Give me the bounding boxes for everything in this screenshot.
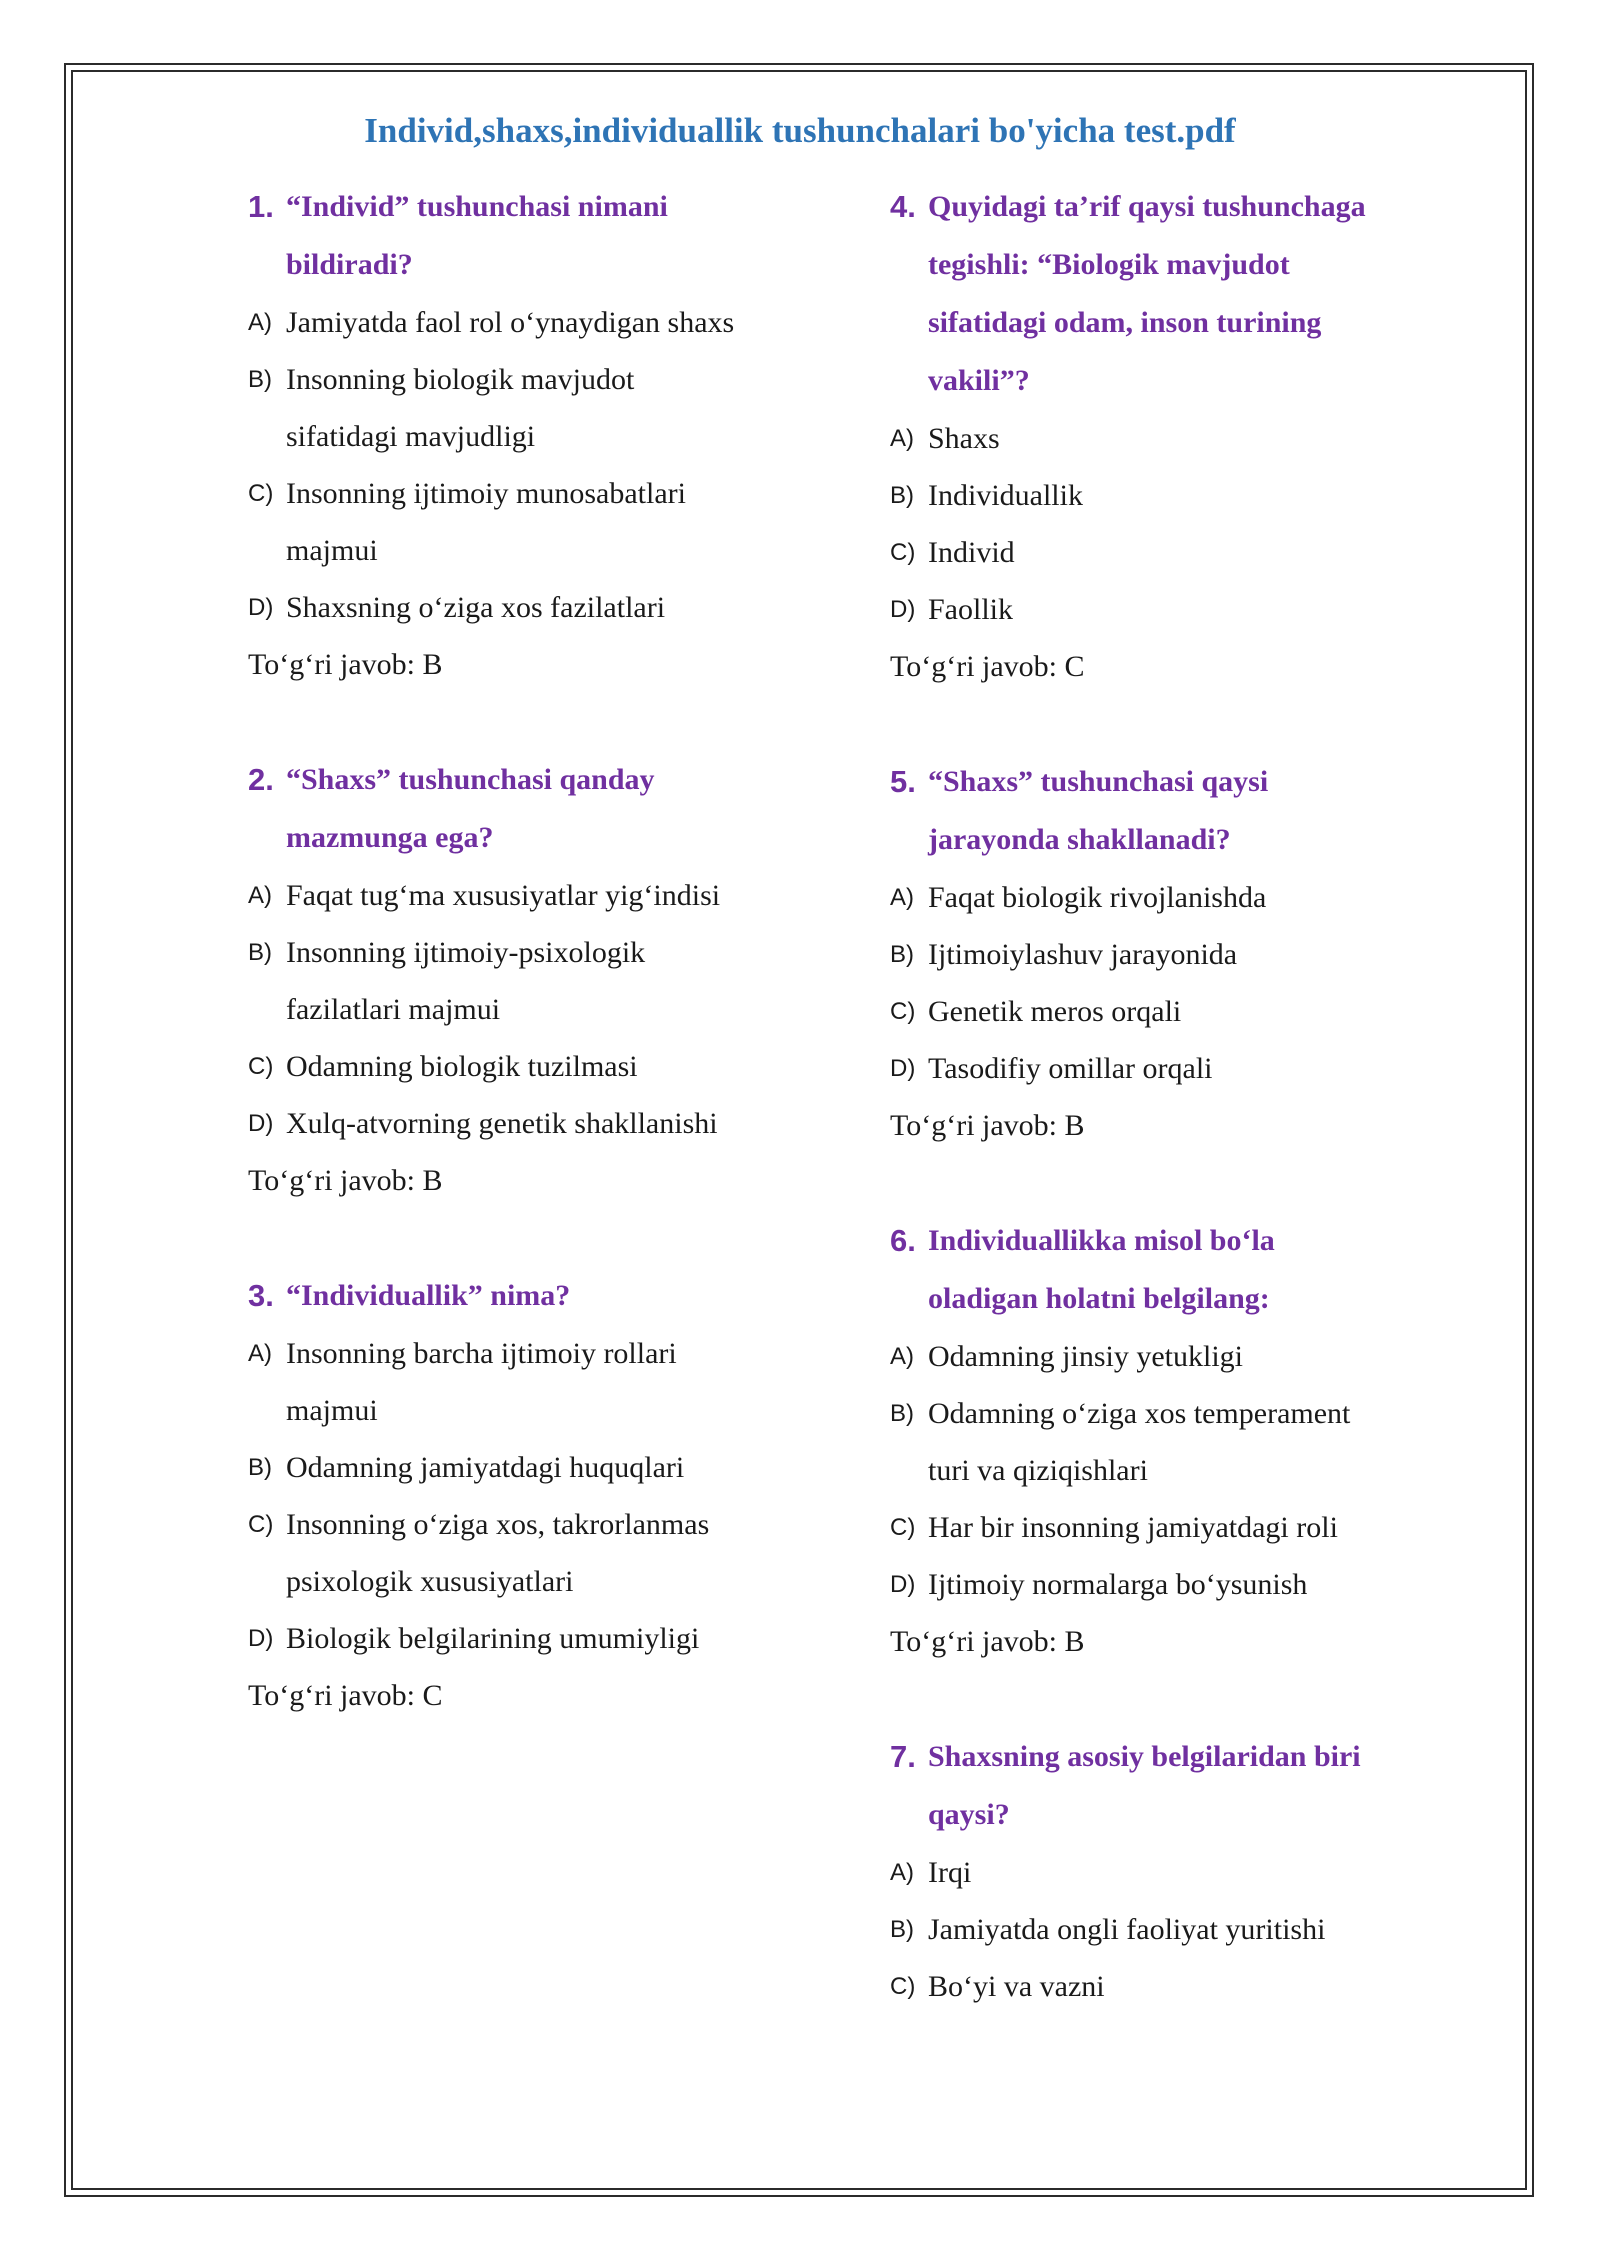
question-spacer <box>248 1209 848 1267</box>
question-heading <box>890 1212 1430 1328</box>
option-item <box>890 869 1430 926</box>
option-text: Irqi <box>928 1856 972 1889</box>
option-item <box>890 983 1430 1040</box>
question-text: Shaxsning asosiy belgilaridan biri qaysi? <box>928 1740 1361 1831</box>
option-item <box>890 1958 1430 2015</box>
option-item <box>248 1325 848 1439</box>
options-list <box>248 1325 848 1667</box>
option-item <box>890 524 1430 581</box>
question-heading <box>890 178 1430 410</box>
option-letter: B) <box>890 482 914 509</box>
option-letter: C) <box>890 1973 916 2000</box>
options-list <box>890 1844 1430 2015</box>
option-letter: C) <box>890 1514 916 1541</box>
option-text: Individuallik <box>928 479 1083 512</box>
question-number: 4. <box>890 189 916 224</box>
options-list <box>890 410 1430 638</box>
option-text: Biologik belgilarining umumiyligi <box>286 1622 700 1655</box>
option-item <box>248 867 848 924</box>
option-letter: A) <box>248 1340 272 1367</box>
option-letter: A) <box>890 1859 914 1886</box>
question-number: 3. <box>248 1278 274 1313</box>
option-letter: D) <box>890 1571 916 1598</box>
question-text: “Shaxs” tushunchasi qaysi jarayonda shakllanadi? <box>928 765 1269 856</box>
option-letter: D) <box>248 1110 274 1137</box>
option-letter: B) <box>248 366 272 393</box>
question-spacer <box>248 693 848 751</box>
question-heading <box>248 1267 848 1325</box>
option-text: Insonning biologik mavjudot sifatidagi mavjudligi <box>286 363 635 453</box>
option-text: Insonning ijtimoiy-psixologik fazilatlari majmui <box>286 936 646 1026</box>
correct-answer: To‘g‘ri javob: C <box>890 650 1085 683</box>
question-text: Quyidagi ta’rif qaysi tushunchaga tegishli: “Biologik mavjudot sifatidagi odam, inson turining vakili”? <box>928 190 1366 397</box>
option-text: Faollik <box>928 593 1014 626</box>
option-letter: B) <box>890 1916 914 1943</box>
option-text: Faqat tug‘ma xususiyatlar yig‘indisi <box>286 879 721 912</box>
question-block <box>248 1267 848 1724</box>
option-item <box>890 1040 1430 1097</box>
question-block <box>890 1728 1430 2015</box>
option-letter: B) <box>248 1454 272 1481</box>
question-number: 5. <box>890 764 916 799</box>
option-letter: C) <box>248 1053 274 1080</box>
question-text: “Individuallik” nima? <box>286 1279 571 1312</box>
option-text: Odamning jinsiy yetukligi <box>928 1340 1243 1373</box>
option-letter: D) <box>890 1055 916 1082</box>
option-item <box>890 926 1430 983</box>
option-text: Faqat biologik rivojlanishda <box>928 881 1267 914</box>
correct-answer: To‘g‘ri javob: B <box>890 1109 1085 1142</box>
question-block <box>890 753 1430 1154</box>
option-item <box>248 1095 848 1152</box>
question-number: 6. <box>890 1223 916 1258</box>
option-item <box>890 410 1430 467</box>
option-item <box>248 1038 848 1095</box>
options-list <box>248 294 848 636</box>
question-spacer <box>890 1154 1430 1212</box>
option-item <box>248 1610 848 1667</box>
option-text: Ijtimoiy normalarga bo‘ysunish <box>928 1568 1308 1601</box>
option-item <box>248 294 848 351</box>
option-text: Individ <box>928 536 1015 569</box>
option-letter: D) <box>890 596 916 623</box>
question-number: 2. <box>248 762 274 797</box>
option-text: Genetik meros orqali <box>928 995 1182 1028</box>
correct-answer: To‘g‘ri javob: C <box>248 1679 443 1712</box>
question-number: 7. <box>890 1739 916 1774</box>
option-item <box>248 351 848 465</box>
option-item <box>890 1499 1430 1556</box>
option-letter: C) <box>890 539 916 566</box>
option-letter: B) <box>890 1400 914 1427</box>
question-block <box>248 751 848 1209</box>
option-item <box>890 1328 1430 1385</box>
question-heading <box>248 178 848 294</box>
option-item <box>248 465 848 579</box>
option-text: Odamning o‘ziga xos temperament turi va qiziqishlari <box>928 1397 1351 1487</box>
option-letter: A) <box>890 884 914 911</box>
option-item <box>890 467 1430 524</box>
option-text: Har bir insonning jamiyatdagi roli <box>928 1511 1338 1544</box>
option-item <box>248 924 848 1038</box>
question-heading <box>890 753 1430 869</box>
question-spacer <box>890 1670 1430 1728</box>
option-letter: B) <box>890 941 914 968</box>
option-text: Insonning barcha ijtimoiy rollari majmui <box>286 1337 677 1427</box>
option-letter: D) <box>248 594 274 621</box>
option-item <box>890 1901 1430 1958</box>
option-letter: C) <box>890 998 916 1025</box>
option-text: Bo‘yi va vazni <box>928 1970 1105 2003</box>
option-text: Insonning ijtimoiy munosabatlari majmui <box>286 477 686 567</box>
question-block <box>890 1212 1430 1670</box>
option-letter: C) <box>248 1511 274 1538</box>
option-item <box>248 579 848 636</box>
options-list <box>890 869 1430 1097</box>
option-item <box>890 1556 1430 1613</box>
option-letter: B) <box>248 939 272 966</box>
option-text: Jamiyatda ongli faoliyat yuritishi <box>928 1913 1326 1946</box>
option-item <box>890 581 1430 638</box>
option-text: Tasodifiy omillar orqali <box>928 1052 1213 1085</box>
option-text: Jamiyatda faol rol o‘ynaydigan shaxs <box>286 306 735 339</box>
option-text: Shaxs <box>928 422 1000 455</box>
option-item <box>248 1496 848 1610</box>
question-spacer <box>890 695 1430 753</box>
options-list <box>890 1328 1430 1613</box>
question-text: “Individ” tushunchasi nimani bildiradi? <box>286 190 668 281</box>
option-letter: A) <box>248 309 272 336</box>
options-list <box>248 867 848 1152</box>
option-text: Shaxsning o‘ziga xos fazilatlari <box>286 591 666 624</box>
option-letter: A) <box>890 1343 914 1370</box>
option-text: Insonning o‘ziga xos, takrorlanmas psixologik xususiyatlari <box>286 1508 710 1598</box>
document-title: Individ,shaxs,individuallik tushunchalari bo'yicha test.pdf <box>364 111 1236 150</box>
option-letter: C) <box>248 480 274 507</box>
correct-answer: To‘g‘ri javob: B <box>248 1164 443 1197</box>
question-block <box>890 178 1430 695</box>
option-letter: A) <box>248 882 272 909</box>
option-text: Ijtimoiylashuv jarayonida <box>928 938 1238 971</box>
question-block <box>248 178 848 693</box>
option-letter: A) <box>890 425 914 452</box>
question-number: 1. <box>248 189 274 224</box>
question-text: “Shaxs” tushunchasi qanday mazmunga ega? <box>286 763 655 854</box>
question-text: Individuallikka misol bo‘la oladigan holatni belgilang: <box>928 1224 1275 1315</box>
option-text: Xulq-atvorning genetik shakllanishi <box>286 1107 718 1140</box>
option-item <box>890 1385 1430 1499</box>
question-heading <box>248 751 848 867</box>
question-heading <box>890 1728 1430 1844</box>
left-column <box>248 178 848 1724</box>
correct-answer: To‘g‘ri javob: B <box>890 1625 1085 1658</box>
correct-answer: To‘g‘ri javob: B <box>248 648 443 681</box>
option-item <box>890 1844 1430 1901</box>
option-item <box>248 1439 848 1496</box>
option-text: Odamning biologik tuzilmasi <box>286 1050 638 1083</box>
right-column <box>890 178 1430 2015</box>
option-letter: D) <box>248 1625 274 1652</box>
option-text: Odamning jamiyatdagi huquqlari <box>286 1451 685 1484</box>
